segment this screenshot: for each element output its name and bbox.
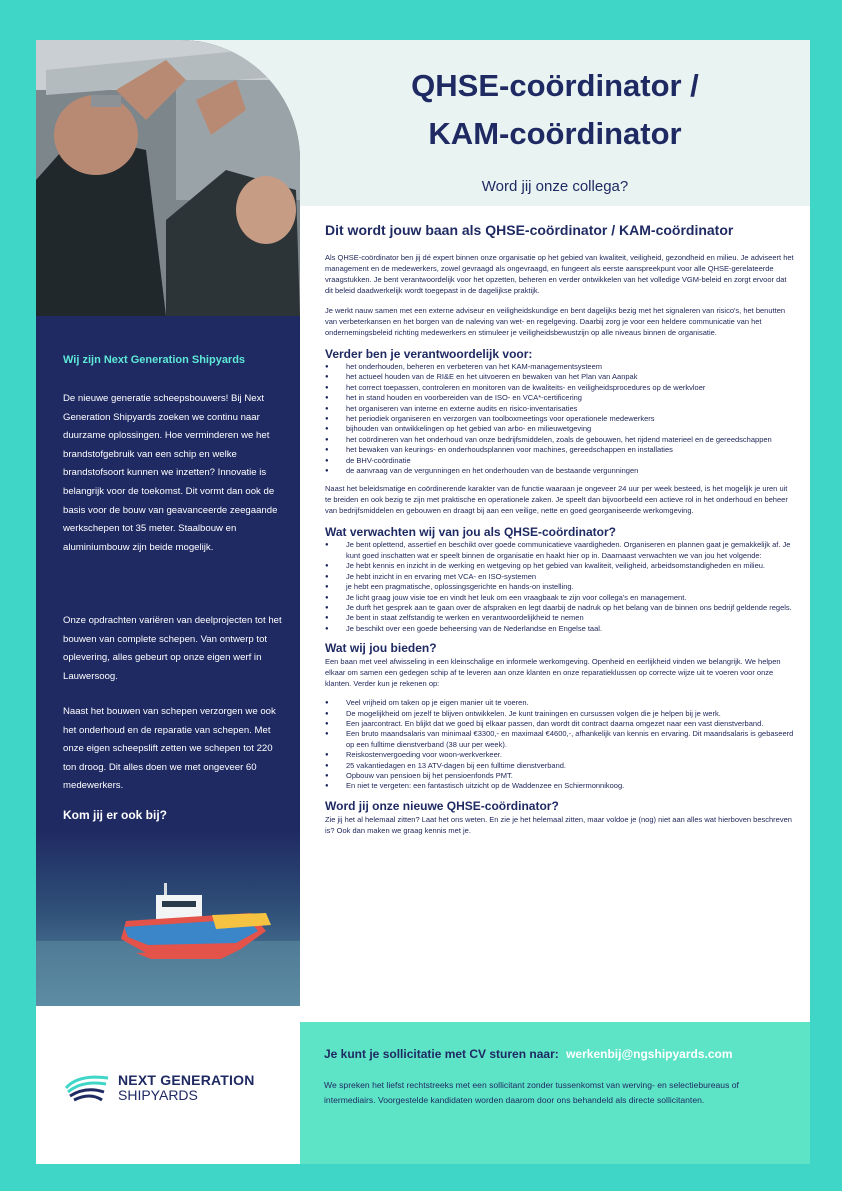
page-title-line-2: KAM-coördinator (428, 116, 682, 151)
list-item: ● het correct toepassen, controleren en monitoren van de kwaliteits- en veiligheidsprocedures op de werkvloer (325, 383, 795, 393)
sidebar-paragraph: Onze opdrachten variëren van deelprojecten tot het bouwen van complete schepen. Van ontwerp tot oplevering, alles gebeurt op onze eigen werf in Lauwersoog. (63, 615, 282, 682)
list-item: ● De mogelijkheid om jezelf te blijven ontwikkelen. Je kunt trainingen en cursussen volgen die je helpen bij je werk. (325, 709, 795, 719)
list-item: ● En niet te vergeten: een fantastisch uitzicht op de Waddenzee en Schiermonnikoog. (325, 781, 795, 791)
list-item: ● het in stand houden en voorbereiden van de ISO- en VCA*-certificering (325, 393, 795, 403)
sidebar-paragraph: Naast het bouwen van schepen verzorgen we ook het onderhoud en de reparatie van schepen. Met onze eigen scheepslift zetten we schepen tot 220 ton droog. Dit alles doen we met ongeveer 60 medewerkers. (63, 706, 276, 792)
responsibilities-note: Naast het beleidsmatige en coördinerende karakter van de functie waaraan je ongeveer 24 uur per week besteed, is het mogelijk je uren uit te breiden en ook bezig te zijn met praktische en operationele zaken. Je speelt dan bijvoorbeeld een actieve rol in het onderhoud en beheer van bedrijfsmiddelen en gebouwen en draagt bij aan een veilige, nette en goed georganiseerde werkomgeving. (325, 484, 788, 516)
list-item: ● de BHV-coördinatie (325, 456, 795, 466)
apply-label: Je kunt je sollicitatie met CV sturen naar: (324, 1047, 559, 1061)
apply-box (300, 1022, 810, 1164)
vacancy-page (36, 40, 810, 1164)
new-coordinator-heading: Word jij onze nieuwe QHSE-coördinator? (325, 798, 559, 813)
list-item: ● Opbouw van pensioen bij het pensioenfonds PMT. (325, 771, 795, 781)
list-item: ● Je bent in staat zelfstandig te werken en verantwoordelijkheid te nemen (325, 613, 795, 623)
apply-text: We spreken het liefst rechtstreeks met een sollicitant zonder tussenkomst van werving- en selectiebureaus of intermediairs. Voorgestelde kandidaten worden daarom door ons behandeld als directe sollicitanten. (324, 1080, 739, 1105)
workers-photo (36, 40, 300, 316)
logo-line-2: SHIPYARDS (118, 1087, 198, 1103)
apply-email-link[interactable]: werkenbij@ngshipyards.com (566, 1047, 733, 1061)
new-coordinator-text: Zie jij het al helemaal zitten? Laat het ons weten. En zie je het helemaal zitten, maar voldoe je (nog) niet aan alles wat hierboven beschreven is? Ook dan maken we graag kennis met je. (325, 814, 792, 835)
list-item: ● Je licht graag jouw visie toe en vindt het leuk om een vraagbaak te zijn voor collega's en management. (325, 593, 795, 603)
list-item: ● het actueel houden van de RI&E en het uitvoeren en bewaken van het Plan van Aanpak (325, 372, 795, 382)
list-item: ● Je hebt inzicht in en ervaring met VCA- en ISO-systemen (325, 572, 795, 582)
company-logo (64, 1070, 304, 1110)
list-item: ● het onderhouden, beheren en verbeteren van het KAM-managementsysteem (325, 362, 795, 372)
apply-heading (324, 1047, 733, 1061)
expectations-list (325, 540, 795, 634)
sidebar-heading: Wij zijn Next Generation Shipyards (63, 354, 246, 366)
list-item: ● 25 vakantiedagen en 13 ATV-dagen bij een fulltime dienstverband. (325, 761, 795, 771)
list-item: ● Een bruto maandsalaris van minimaal €3300,- en maximaal €4600,-, afhankelijk van kennis en ervaring. Dit maandsalaris is gebaseerd op een fulltime dienstverband (38 uur per week). (325, 729, 795, 750)
ship-photo (36, 831, 300, 1006)
sidebar-paragraph: De nieuwe generatie scheepsbouwers! Bij Next Generation Shipyards zoeken we continu naar duurzame oplossingen. Hoe verminderen we het brandstofgebruik van een schip en welke brandstofsoort kunnen we inzetten? Innovatie is belangrijk voor de toekomst. Dit vormt dan ook de basis voor de bouw van geavanceerde zeegaande werkschepen tot 35 meter. Staalbouw en aluminiumbouw zijn beide mogelijk. (63, 393, 278, 553)
company-sidebar (36, 316, 300, 1006)
main-content (325, 222, 795, 845)
offer-intro: Een baan met veel afwisseling in een kleinschalige en informele werkomgeving. Openheid en eerlijkheid vinden we belangrijk. We helpen elkaar om samen een gedegen schip af te leveren aan onze klanten en onze reparatieklussen op correcte wijze uit te voeren voor onze klanten. Verder kun je rekenen op: (325, 657, 781, 689)
list-item: ● Je beschikt over een goede beheersing van de Nederlandse en Engelse taal. (325, 624, 795, 634)
list-item: ● Reiskostenvergoeding voor woon-werkverkeer. (325, 750, 795, 760)
main-heading: Dit wordt jouw baan als QHSE-coördinator / KAM-coördinator (325, 222, 734, 238)
expectations-heading: Wat verwachten wij van jou als QHSE-coördinator? (325, 525, 616, 540)
responsibilities-list (325, 362, 795, 476)
responsibilities-heading: Verder ben je verantwoordelijk voor: (325, 347, 533, 361)
list-item: ● het coördineren van het onderhoud van onze bedrijfsmiddelen, zoals de gebouwen, het rijdend materieel en de gereedschappen (325, 435, 795, 445)
offer-heading: Wat wij jou bieden? (325, 641, 437, 656)
offer-list (325, 698, 795, 792)
sidebar-cta: Kom jij er ook bij? (63, 808, 168, 822)
intro-paragraph: Als QHSE-coördinator ben jij dé expert binnen onze organisatie op het gebied van kwaliteit, veiligheid, gezondheid en milieu. Je adviseert het management en de medewerkers, zowel gevraagd als ongevraagd, en fungeert als eerste aanspreekpunt voor alle QHSE-gerelateerde vraagstukken. Je bent verantwoordelijk voor het opzetten, beheren en verder ontwikkelen van het volledige VGM-beleid en zorgt ervoor dat dit beleid daadwerkelijk wordt toegepast in de dagelijkse praktijk. (325, 253, 794, 295)
intro-paragraph: Je werkt nauw samen met een externe adviseur en veiligheidskundige en bent dagelijks bezig met het signaleren van risico's, het benutten van verbeterkansen en het borgen van de naleving van wet- en regelgeving. Daarbij zorg je voor een heldere communicatie van het ondernemingsbeleid richting medewerkers en stimuleer je veiligheidsbewustzijn op alle niveaus binnen de organisatie. (325, 306, 786, 337)
wave-logo-icon (64, 1070, 110, 1106)
list-item: ● Veel vrijheid om taken op je eigen manier uit te voeren. (325, 698, 795, 708)
page-title-line-1: QHSE-coördinator / (411, 68, 699, 103)
list-item: ● Een jaarcontract. En blijkt dat we goed bij elkaar passen, dan wordt dit contract daarna omgezet naar een vast dienstverband. (325, 719, 795, 729)
page-subtitle: Word jij onze collega? (481, 178, 629, 195)
list-item: ● Je bent oplettend, assertief en beschikt over goede communicatieve vaardigheden. Organiseren en plannen gaat je gemakkelijk af. Je kunt goed inschatten wat er speelt binnen de organisatie en haakt hier op in. Daarnaast verwachten we van jou het volgende: (325, 540, 795, 561)
list-item: ● het organiseren van interne en externe audits en risico-inventarisaties (325, 404, 795, 414)
list-item: ● het periodiek organiseren en verzorgen van toolboxmeetings voor operationele medewerkers (325, 414, 795, 424)
list-item: ● bijhouden van ontwikkelingen op het gebied van arbo- en milieuwetgeving (325, 424, 795, 434)
list-item: ● Je durft het gesprek aan te gaan over de afspraken en legt daarbij de nadruk op het belang van de binnen ons bedrijf geldende regels. (325, 603, 795, 613)
list-item: ● je hebt een pragmatische, oplossingsgerichte en hands-on instelling. (325, 582, 795, 592)
list-item: ● Je hebt kennis en inzicht in de werking en wetgeving op het gebied van kwaliteit, veiligheid, arbeidsomstandigheden en milieu. (325, 561, 795, 571)
logo-line-1: NEXT GENERATION (118, 1072, 255, 1088)
list-item: ● de aanvraag van de vergunningen en het onderhouden van de bestaande vergunningen (325, 466, 795, 476)
list-item: ● het bewaken van keurings- en onderhoudsplannen voor machines, gereedschappen en installaties (325, 445, 795, 455)
